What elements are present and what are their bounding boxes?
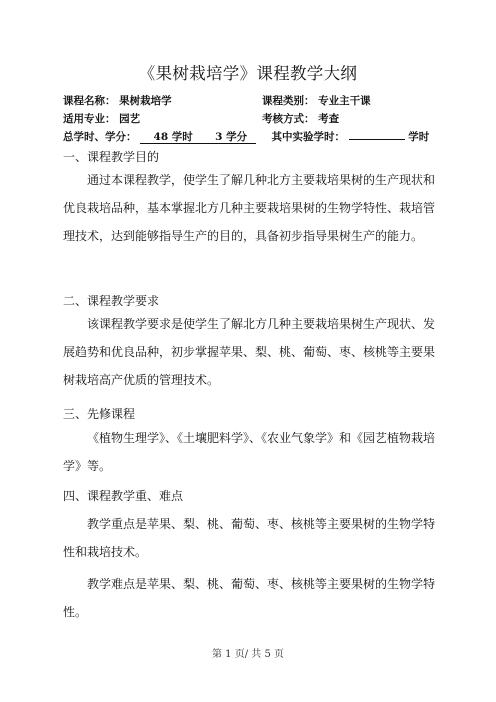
credits-value: 3	[215, 131, 223, 143]
course-name-value: 果树栽培学	[119, 95, 172, 107]
lab-hours-unit: 学时	[408, 131, 430, 143]
assessment-label: 考核方式：	[262, 113, 315, 125]
section-body-text: 该课程教学要求是使学生了解北方几种主要栽培果树生产现状、发展趋势和优良品种，初步掌握苹果、梨、桃、葡萄、枣、核桃等主要果树栽培高产优质的管理技术。	[63, 317, 436, 387]
section-heading: 四、课程教学重、难点	[63, 489, 184, 503]
lab-hours-field	[349, 139, 405, 140]
course-name-label: 课程名称：	[63, 95, 116, 107]
major-value: 园艺	[119, 113, 141, 125]
hours-field	[140, 131, 206, 144]
section-heading: 三、先修课程	[63, 407, 136, 421]
major-label: 适用专业：	[63, 113, 116, 125]
hours-unit: 学时	[171, 131, 193, 143]
section-heading: 一、课程教学目的	[63, 150, 160, 164]
lab-hours-label: 其中实验学时：	[271, 131, 345, 143]
hours-value: 48	[153, 131, 169, 143]
major-row	[63, 111, 140, 126]
assessment-row	[262, 111, 339, 126]
page-footer: 第 1 页/ 共 5 页	[212, 649, 284, 660]
course-type-row	[262, 93, 371, 108]
credits-field	[206, 131, 256, 144]
section-body-text: 通过本课程教学，使学生了解几种北方主要栽培果树的生产现状和优良栽培品种，基本掌握北方几种主要栽培果树的生物学特性、栽培管理技术，达到能够指导生产的目的，具备初步指导果树生产的能力。	[63, 173, 436, 243]
section-body-text: 教学难点是苹果、梨、桃、葡萄、枣、核桃等主要果树的生物学特性。	[63, 577, 436, 619]
hours-row	[63, 129, 429, 144]
course-type-value: 专业主干课	[318, 95, 371, 107]
section-body	[63, 166, 437, 250]
hours-label: 总学时、学分：	[63, 131, 137, 143]
section-body-text: 《植物生理学》、《土壤肥料学》、《农业气象学》和《园艺植物栽培学》等。	[63, 431, 436, 473]
section-body	[63, 424, 437, 480]
section-body	[63, 310, 437, 394]
assessment-value: 考查	[318, 113, 340, 125]
course-name-row	[63, 93, 172, 108]
section-body-text: 教学重点是苹果、梨、桃、葡萄、枣、核桃等主要果树的生物学特性和栽培技术。	[63, 517, 436, 559]
section-heading: 二、课程教学要求	[63, 294, 160, 308]
section-body	[63, 510, 437, 566]
course-type-label: 课程类别：	[262, 95, 315, 107]
section-body	[63, 570, 437, 626]
credits-unit: 学分	[226, 131, 248, 143]
document-title: 《果树栽培学》课程教学大纲	[138, 64, 358, 83]
